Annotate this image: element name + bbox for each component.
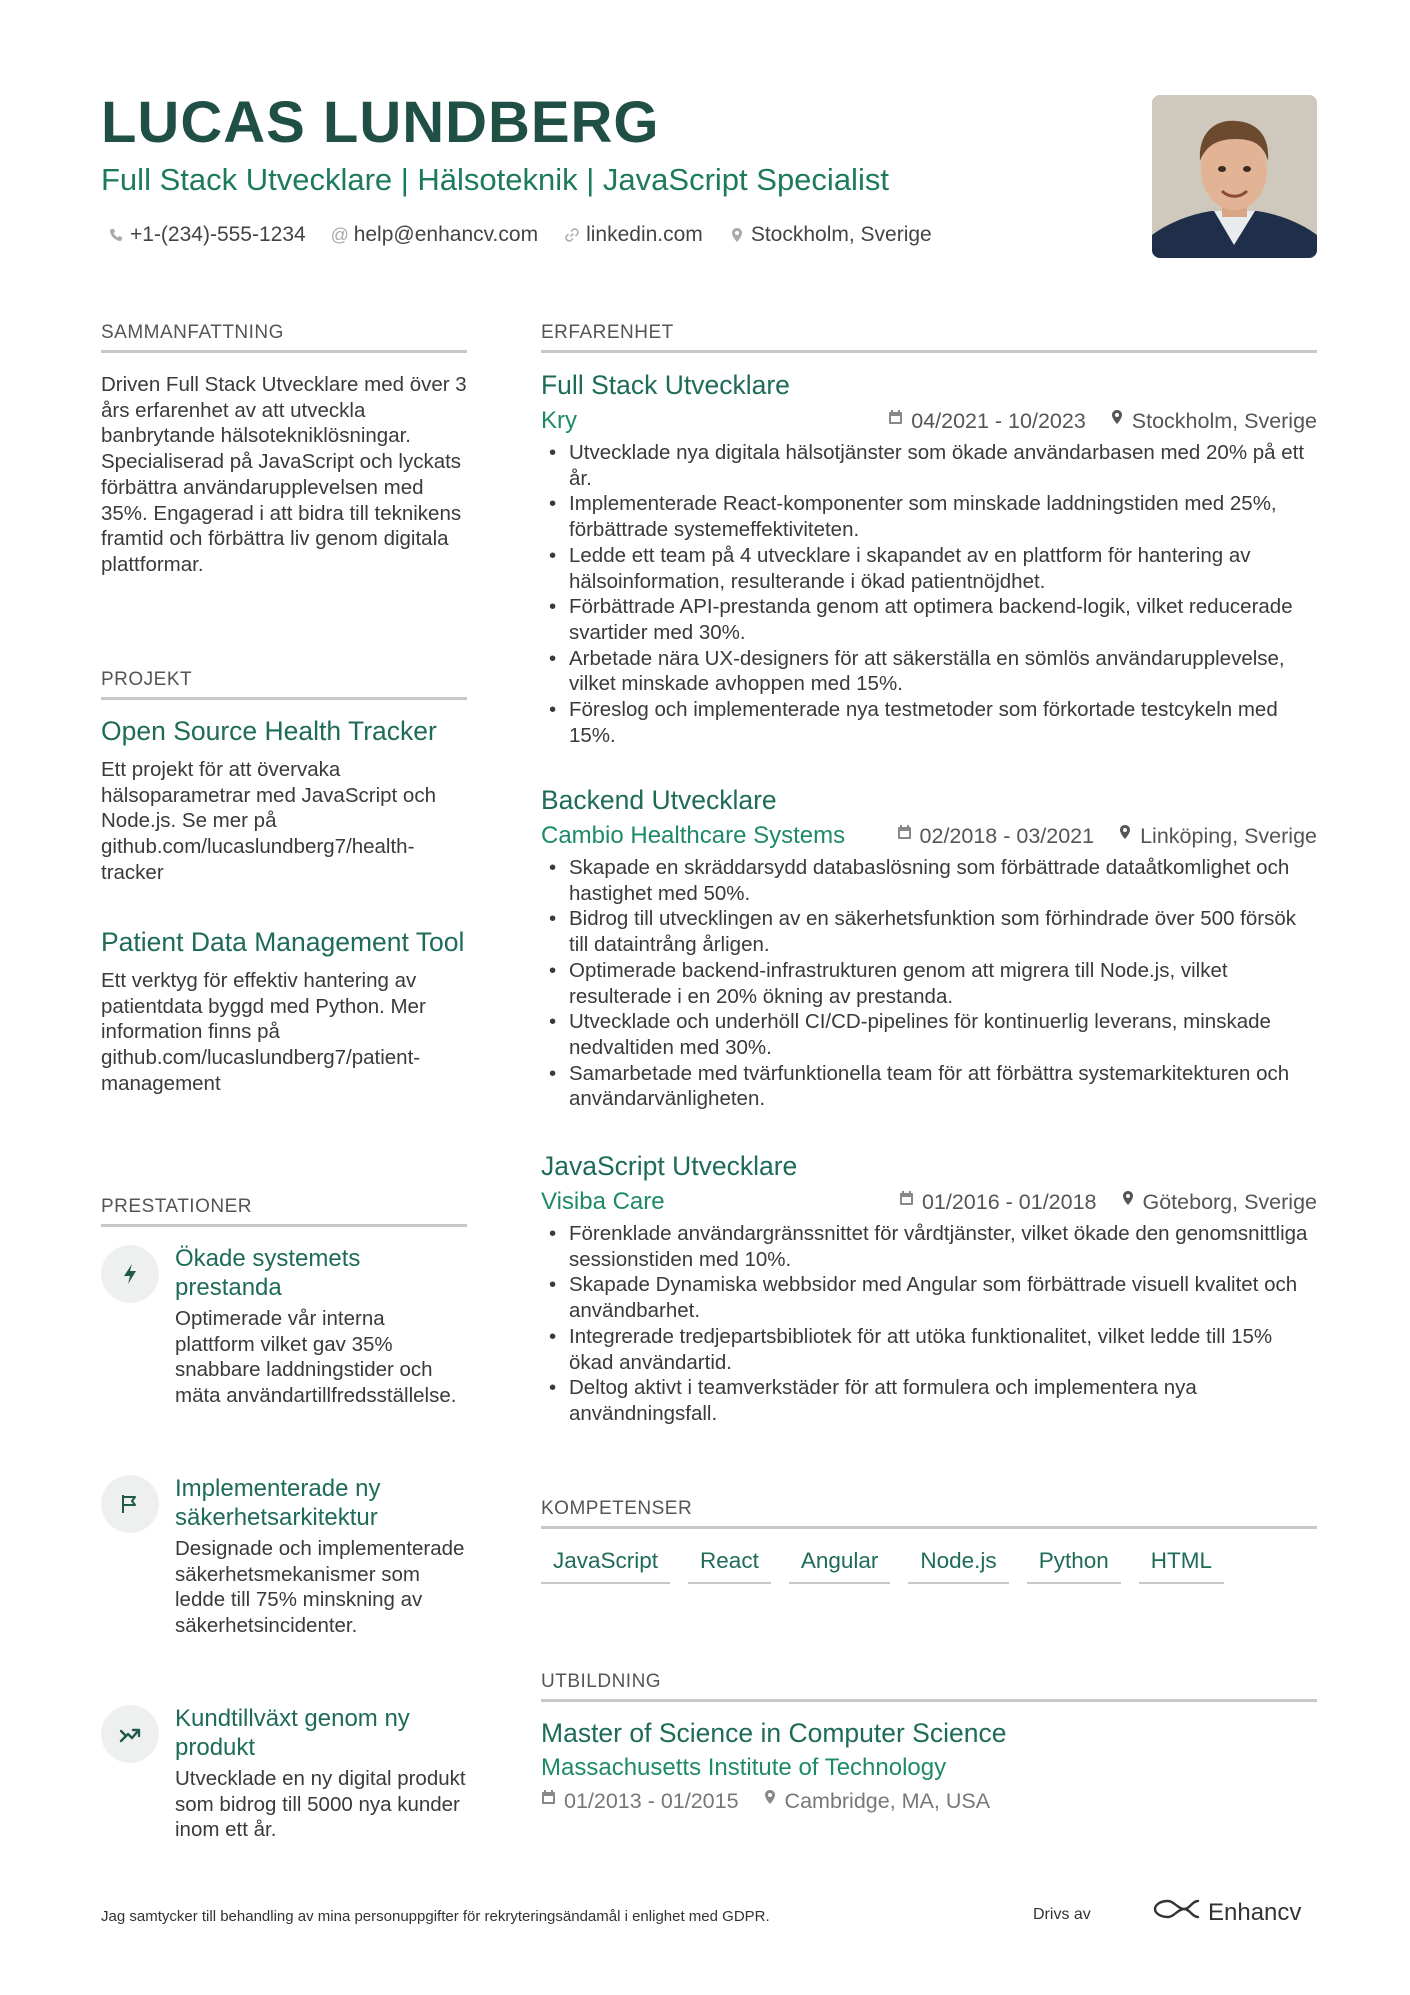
project-description: Ett verktyg för effektiv hantering av patientdata byggd med Python. Mer information finns på github.com/lucaslundberg7/patient-management xyxy=(101,969,426,1095)
contact-phone[interactable] xyxy=(108,220,306,250)
bullet-item: • Ledde ett team på 4 utvecklare i skapandet av en plattform för hantering av hälsoinformation, resulterande i ökad patientnöjdhet. xyxy=(541,543,1317,594)
flag-icon xyxy=(101,1475,159,1533)
education-heading: UTBILDNING xyxy=(541,1669,1317,1702)
achievement-description: Utvecklade en ny digital produkt som bidrog till 5000 nya kunder inom ett år. xyxy=(175,1767,466,1842)
company-name: Kry xyxy=(541,407,577,434)
job-meta xyxy=(541,1187,1317,1217)
powered-by-label: Drivs av xyxy=(1033,1906,1091,1923)
experience-heading: ERFARENHET xyxy=(541,320,1317,353)
bullet-item: • Förenklade användargränssnittet för vårdtjänster, vilket ökade den genomsnittliga sessionstiden med 10%. xyxy=(541,1221,1317,1272)
achievement-item xyxy=(101,1705,467,1843)
bullet-item: • Förbättrade API-prestanda genom att optimera backend-logik, vilket reducerade svartider med 30%. xyxy=(541,594,1317,645)
job-dates xyxy=(897,821,1095,851)
location-pin-icon xyxy=(1110,406,1124,436)
contact-linkedin[interactable] xyxy=(564,220,703,250)
project-title: Open Source Health Tracker xyxy=(101,716,437,746)
bullet-item: • Optimerade backend-infrastrukturen genom att migrera till Node.js, vilket resulterade i en 20% ökning av prestanda. xyxy=(541,958,1317,1009)
company-name: Cambio Healthcare Systems xyxy=(541,822,846,849)
contact-bar xyxy=(108,220,932,250)
location-pin-icon xyxy=(763,1786,777,1816)
bullet-item: • Integrerade tredjepartsbibliotek för att utöka funktionalitet, vilket ledde till 15% ökad användartid. xyxy=(541,1324,1317,1375)
job-location xyxy=(1121,1187,1318,1217)
job-bullets xyxy=(541,855,1317,1112)
job-bullets xyxy=(541,440,1317,748)
dates-text: 02/2018 - 03/2021 xyxy=(919,824,1095,848)
achievement-title: Ökade systemets prestanda xyxy=(175,1245,361,1301)
skills-list xyxy=(541,1546,1224,1584)
location-text: Cambridge, MA, USA xyxy=(784,1789,991,1813)
bullet-item: • Arbetade nära UX-designers för att säkerställa en sömlös användarupplevelse, vilket minskade avhoppen med 15%. xyxy=(541,646,1317,697)
enhancv-logo[interactable] xyxy=(1152,1896,1301,1929)
dates-text: 01/2013 - 01/2015 xyxy=(564,1789,739,1813)
education-entry xyxy=(541,1716,1317,1816)
growth-arrow-icon xyxy=(101,1705,159,1763)
headline: Full Stack Utvecklare | Hälsoteknik | JavaScript Specialist xyxy=(101,162,889,197)
job-meta xyxy=(541,821,1317,851)
company-name: Visiba Care xyxy=(541,1188,665,1215)
skill-tag: HTML xyxy=(1139,1546,1224,1584)
contact-email[interactable] xyxy=(332,220,538,250)
bullet-item: • Samarbetade med tvärfunktionella team för att förbättra systemarkitekturen och användarvänligheten. xyxy=(541,1061,1317,1112)
lightning-icon xyxy=(101,1245,159,1303)
job-title: Full Stack Utvecklare xyxy=(541,370,790,400)
calendar-icon xyxy=(888,406,903,436)
profile-photo xyxy=(1152,95,1317,258)
calendar-icon xyxy=(897,821,912,851)
dates-text: 01/2016 - 01/2018 xyxy=(921,1190,1097,1214)
candidate-name: LUCAS LUNDBERG xyxy=(101,90,660,155)
location-pin-icon xyxy=(729,227,745,243)
at-icon: @ xyxy=(330,225,349,245)
education-meta xyxy=(541,1786,1317,1816)
bullet-item: • Bidrog till utvecklingen av en säkerhetsfunktion som förhindrade över 500 försök till dataintrång årligen. xyxy=(541,906,1317,957)
calendar-icon xyxy=(541,1786,556,1816)
skill-tag: Python xyxy=(1027,1546,1121,1584)
skill-tag: JavaScript xyxy=(541,1546,670,1584)
job-entry xyxy=(541,783,1317,1112)
location-pin-icon xyxy=(1121,1187,1135,1217)
achievement-description: Designade och implementerade säkerhetsmekanismer som ledde till 75% minskning av säkerhetsincidenter. xyxy=(175,1537,465,1638)
job-title: JavaScript Utvecklare xyxy=(541,1151,798,1181)
phone-icon xyxy=(108,228,124,242)
degree-title: Master of Science in Computer Science xyxy=(541,1718,1007,1748)
bullet-item: • Föreslog och implementerade nya testmetoder som förkortade testcykeln med 15%. xyxy=(541,697,1317,748)
skill-tag: React xyxy=(688,1546,771,1584)
project-item xyxy=(101,715,467,886)
achievement-description: Optimerade vår interna plattform vilket gav 35% snabbare laddningstider och mäta användartillfredsställelse. xyxy=(175,1307,457,1408)
achievement-item xyxy=(101,1475,467,1639)
skill-tag: Angular xyxy=(789,1546,891,1584)
location-pin-icon xyxy=(1118,821,1132,851)
job-entry xyxy=(541,1149,1317,1427)
job-location xyxy=(1118,821,1317,851)
enhancv-logo-icon xyxy=(1152,1896,1200,1929)
school-name: Massachusetts Institute of Technology xyxy=(541,1754,947,1781)
education-location xyxy=(763,1786,991,1816)
achievement-title: Implementerade ny säkerhetsarkitektur xyxy=(175,1475,381,1531)
achievement-title: Kundtillväxt genom ny produkt xyxy=(175,1705,410,1761)
gdpr-consent: Jag samtycker till behandling av mina personuppgifter för rekryteringsändamål i enlighet med GDPR. xyxy=(101,1908,770,1925)
location-text: Göteborg, Sverige xyxy=(1142,1190,1317,1214)
location-text: Stockholm, Sverige xyxy=(750,223,932,246)
bullet-item: • Skapade en skräddarsydd databaslösning som förbättrade dataåtkomlighet och hastighet med 50%. xyxy=(541,855,1317,906)
achievements-heading: PRESTATIONER xyxy=(101,1194,467,1227)
bullet-item: • Skapade Dynamiska webbsidor med Angular som förbättrade visuell kvalitet och användbarhet. xyxy=(541,1272,1317,1323)
education-dates xyxy=(541,1786,739,1816)
projects-heading: PROJEKT xyxy=(101,667,467,700)
job-title: Backend Utvecklare xyxy=(541,785,777,815)
linkedin-text: linkedin.com xyxy=(586,223,703,246)
achievement-item xyxy=(101,1245,467,1409)
bullet-item: • Utvecklade och underhöll CI/CD-pipelines för kontinuerlig leverans, minskade nedvaltiden med 30%. xyxy=(541,1009,1317,1060)
calendar-icon xyxy=(899,1187,914,1217)
project-item xyxy=(101,926,467,1097)
job-dates xyxy=(899,1187,1097,1217)
summary-text: Driven Full Stack Utvecklare med över 3 års erfarenhet av att utveckla banbrytande hälsotekniklösningar. Specialiserad på JavaScript och lyckats förbättra användarupplevelsen med 35%. Engagerad i att bidra till teknikens framtid och förbättra liv genom digitala plattformar. xyxy=(101,373,467,576)
job-bullets xyxy=(541,1221,1317,1427)
job-meta xyxy=(541,406,1317,436)
job-location xyxy=(1110,406,1317,436)
bullet-item: • Utvecklade nya digitala hälsotjänster som ökade användarbasen med 20% på ett år. xyxy=(541,440,1317,491)
skill-tag: Node.js xyxy=(908,1546,1008,1584)
enhancv-logo-text: Enhancv xyxy=(1208,1898,1302,1926)
email-text: help@enhancv.com xyxy=(353,223,539,246)
bullet-item: • Deltog aktivt i teamverkstäder för att formulera och implementera nya användningsfall. xyxy=(541,1375,1317,1426)
dates-text: 04/2021 - 10/2023 xyxy=(911,409,1086,433)
contact-location xyxy=(729,220,932,250)
summary-heading: SAMMANFATTNING xyxy=(101,320,467,353)
skills-heading: KOMPETENSER xyxy=(541,1496,1317,1529)
link-icon xyxy=(564,227,580,243)
project-title: Patient Data Management Tool xyxy=(101,927,465,957)
location-text: Stockholm, Sverige xyxy=(1131,409,1317,433)
phone-text: +1-(234)-555-1234 xyxy=(130,223,306,246)
job-dates xyxy=(888,406,1086,436)
bullet-item: • Implementerade React-komponenter som minskade laddningstiden med 25%, förbättrade systemeffektiviteten. xyxy=(541,491,1317,542)
project-description: Ett projekt för att övervaka hälsoparametrar med JavaScript och Node.js. Se mer på github.com/lucaslundberg7/health-tracker xyxy=(101,758,436,884)
job-entry xyxy=(541,368,1317,748)
location-text: Linköping, Sverige xyxy=(1140,824,1317,848)
